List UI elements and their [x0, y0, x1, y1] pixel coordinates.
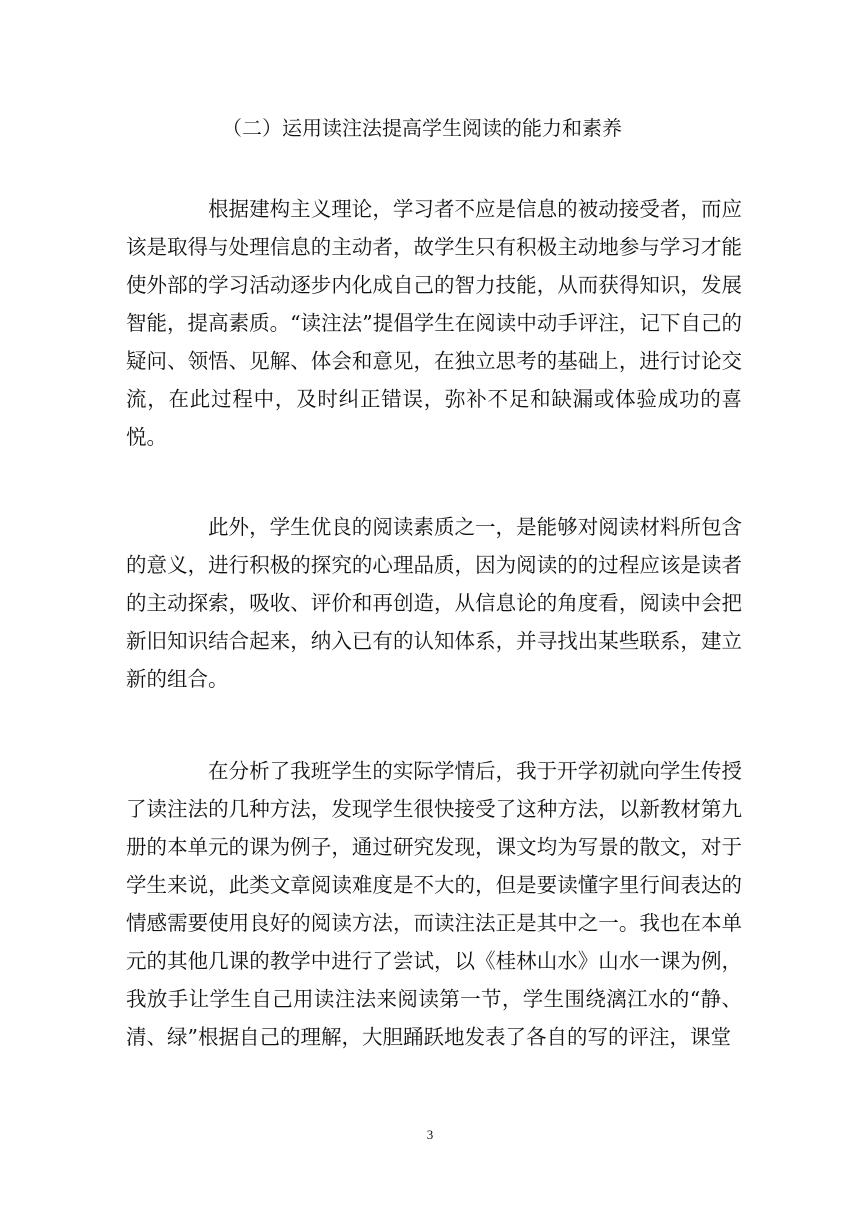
- section-heading: （二）运用读注法提高学生阅读的能力和素养: [222, 116, 622, 140]
- paragraph-constructivism: 根据建构主义理论，学习者不应是信息的被动接受者，而应该是取得与处理信息的主动者，故学生只有积极主动地参与学习才能使外部的学习活动逐步内化成自己的智力技能，从而获得知识，发展智能，提高素质。“读注法”提倡学生在阅读中动手评注，记下自己的疑问、领悟、见解、体会和意见，在独立思考的基础上，进行讨论交流，在此过程中，及时纠正错误，弥补不足和缺漏或体验成功的喜悦。: [126, 197, 742, 449]
- paragraph-reading-quality: 此外，学生优良的阅读素质之一，是能够对阅读材料所包含的意义，进行积极的探究的心理品质，因为阅读的的过程应该是读者的主动探索，吸收、评价和再创造，从信息论的角度看，阅读中会把新旧知识结合起来，纳入已有的认知体系，并寻找出某些联系，建立新的组合。: [126, 515, 742, 691]
- paragraph-class-practice: 在分析了我班学生的实际学情后，我于开学初就向学生传授了读注法的几种方法，发现学生很快接受了这种方法，以新教材第九册的本单元的课为例子，通过研究发现，课文均为写景的散文，对于学生来说，此类文章阅读难度是不大的，但是要读懂字里行间表达的情感需要使用良好的阅读方法，而读注法正是其中之一。我也在本单元的其他几课的教学中进行了尝试，以《桂林山水》山水一课为例，我放手让学生自己用读注法来阅读第一节，学生围绕漓江水的“静、清、绿”根据自己的理解，大胆踊跃地发表了各自的写的评注，课堂: [126, 759, 742, 1049]
- page-number: 3: [426, 1127, 434, 1142]
